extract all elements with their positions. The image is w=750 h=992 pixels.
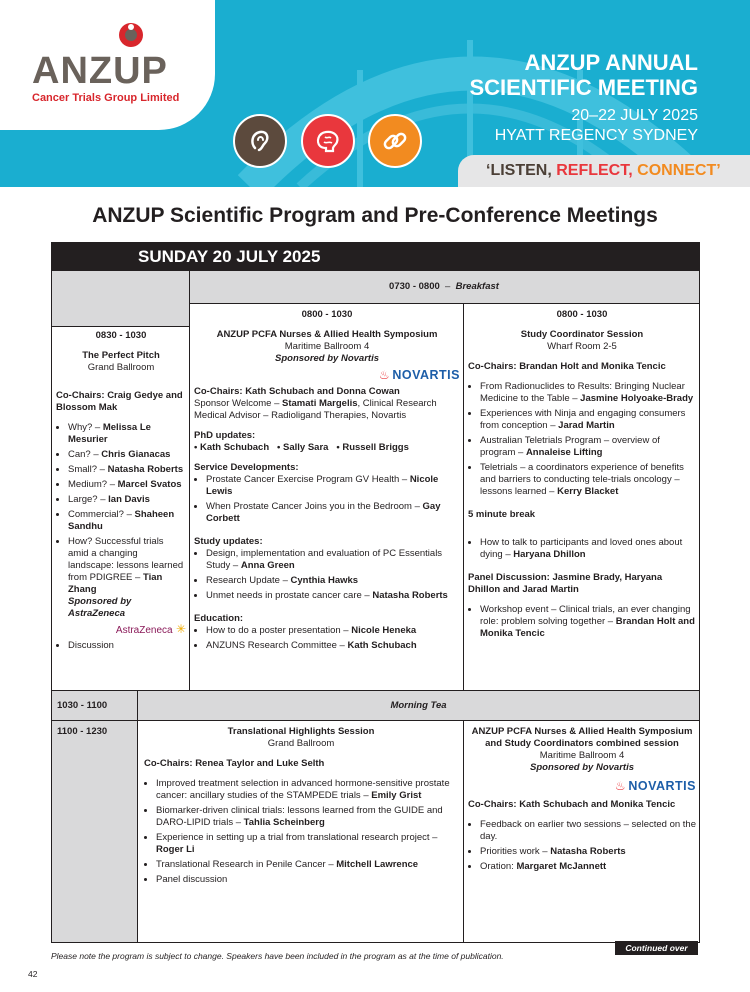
- session-chairs: Co-Chairs: Kath Schubach and Monika Tencic: [468, 799, 676, 810]
- session-room: Wharf Room 2-5: [547, 341, 617, 352]
- list-item: • Translational Research in Penile Cancer – Mitchell Lawrence: [156, 859, 458, 871]
- logo-card: [0, 0, 215, 130]
- study-heading: Study updates:: [194, 536, 263, 547]
- list-item: • Medium? – Marcel Svatos: [68, 479, 186, 491]
- list-item: • How to do a poster presentation – Nicole Heneka: [206, 625, 460, 637]
- list-item: • Biomarker-driven clinical trials: lessons learned from the GUIDE and DARO-LIPID trials – Tahlia Scheinberg: [156, 805, 458, 829]
- phd-speakers: • Kath Schubach • Sally Sara • Russell Briggs: [194, 442, 409, 453]
- session-room: Maritime Ballroom 4: [284, 341, 370, 352]
- logo-wordmark: ANZUP: [32, 50, 168, 92]
- program-table: [51, 242, 700, 943]
- novartis-logo: ♨ NOVARTIS: [378, 368, 460, 382]
- breakfast-row: 0730 - 0800 – Breakfast: [189, 271, 699, 303]
- list-item: • How to talk to participants and loved ones about dying – Haryana Dhillon: [480, 537, 696, 561]
- list-item: • Improved treatment selection in advanced hormone-sensitive prostate cancer: ancillary studies of the STAMPEDE trials – Emily Grist: [156, 778, 458, 802]
- session-room: Grand Ballroom: [87, 362, 155, 373]
- list-item: • Experiences with Ninja and engaging consumers from conception – Jarad Martin: [480, 408, 696, 432]
- tagline: ‘LISTEN, REFLECT, CONNECT’: [486, 162, 721, 179]
- education-heading: Education:: [194, 613, 244, 624]
- study-coordinator-session: [468, 309, 696, 643]
- sponsor-text: Sponsored by AstraZeneca: [68, 596, 132, 619]
- list-item: • Panel discussion: [156, 874, 458, 886]
- session-title: The Perfect Pitch: [82, 350, 160, 361]
- ear-icon: [233, 114, 287, 168]
- list-item: • Unmet needs in prostate cancer care – Natasha Roberts: [206, 590, 460, 602]
- session-title: Translational Highlights Session: [227, 726, 375, 737]
- list-item: • Oration: Margaret McJannett: [480, 861, 696, 873]
- session2-time: 1100 - 1230: [52, 721, 137, 942]
- session-room: Maritime Ballroom 4: [539, 750, 625, 761]
- session-chairs: Co-Chairs: Renea Taylor and Luke Selth: [144, 758, 325, 769]
- list-item: • Australian Teletrials Program – overview of program – Annaleise Lifting: [480, 435, 696, 459]
- list-item: • Why? – Melissa Le Mesurier: [68, 422, 186, 446]
- novartis-logo: ♨ NOVARTIS: [614, 779, 696, 793]
- page-number: 42: [28, 969, 38, 979]
- break-label: 5 minute break: [468, 509, 536, 520]
- phd-heading: PhD updates:: [194, 430, 256, 441]
- panel-discussion: Panel Discussion: Jasmine Brady, Haryana Dhillon and Jarad Martin: [468, 572, 663, 595]
- anzup-logo-icon: [118, 22, 144, 48]
- list-item: • Can? – Chris Gianacas: [68, 449, 186, 461]
- continued-over-label: Continued over: [615, 941, 698, 955]
- brain-icon: [301, 114, 355, 168]
- logo-subtitle: Cancer Trials Group Limited: [32, 92, 180, 104]
- speaker-list: [56, 422, 186, 652]
- list-item: • Commercial? – Shaheen Sandhu: [68, 509, 186, 533]
- day-header: SUNDAY 20 JULY 2025: [52, 242, 699, 271]
- footer-note: Please note the program is subject to change. Speakers have been included in the program as at the time of publication.: [51, 951, 504, 961]
- event-venue: HYATT REGENCY SYDNEY: [494, 127, 698, 144]
- list-item: • Large? – Ian Davis: [68, 494, 186, 506]
- nurses-symposium-session: [194, 309, 460, 655]
- session-chairs: Co-Chairs: Brandan Holt and Monika Tencic: [468, 361, 666, 372]
- list-item: • Research Update – Cynthia Hawks: [206, 575, 460, 587]
- tagline-bar: [458, 155, 750, 187]
- event-title: ANZUP ANNUAL SCIENTIFIC MEETING: [469, 50, 698, 100]
- chain-link-icon: [368, 114, 422, 168]
- session-room: Grand Ballroom: [267, 738, 335, 749]
- morning-tea-row: Morning Tea: [138, 691, 699, 720]
- session-time: 0800 - 1030: [556, 309, 608, 320]
- session-time: 0830 - 1030: [95, 330, 147, 341]
- combined-session: [468, 726, 696, 876]
- session-time: 0800 - 1030: [301, 309, 353, 320]
- list-item: • ANZUNS Research Committee – Kath Schubach: [206, 640, 460, 652]
- session-chairs: Co-Chairs: Kath Schubach and Donna Cowan: [194, 386, 400, 397]
- list-item: • From Radionuclides to Results: Bringing Nuclear Medicine to the Table – Jasmine Holyoake-Brady: [480, 381, 696, 405]
- session-chairs: Co-Chairs: Craig Gedye and Blossom Mak: [56, 390, 183, 413]
- event-date: 20–22 JULY 2025: [571, 107, 698, 124]
- sponsor-text: Sponsored by Novartis: [530, 762, 634, 773]
- event-banner: [0, 0, 750, 187]
- sponsor-text: Sponsored by Novartis: [275, 353, 379, 364]
- list-item: • Feedback on earlier two sessions – selected on the day.: [480, 819, 696, 843]
- list-item: • How? Successful trials amid a changing landscape: lessons learned from PDIGREE – Tian Zhang Sponsored by AstraZeneca AstraZeneca ✳: [68, 536, 186, 637]
- list-item: • Teletrials – a coordinators experience of benefits and barriers to conducting tele-trials oncology – lessons learned – Kerry Blacket: [480, 462, 696, 498]
- session-title: ANZUP PCFA Nurses & Allied Health Symposium and Study Coordinators combined session: [471, 726, 693, 749]
- session-title: Study Coordinator Session: [520, 329, 644, 340]
- list-item: • Prostate Cancer Exercise Program GV Health – Nicole Lewis: [206, 474, 460, 498]
- list-item: • Workshop event – Clinical trials, an ever changing role: problem solving together – Brandan Holt and Monika Tencic: [480, 604, 696, 640]
- event-date-venue: [398, 106, 698, 146]
- astrazeneca-logo: AstraZeneca ✳: [115, 622, 186, 636]
- service-heading: Service Developments:: [194, 462, 299, 473]
- list-item: • Experience in setting up a trial from translational research project – Roger Li: [156, 832, 458, 856]
- page-title: ANZUP Scientific Program and Pre-Conference Meetings: [92, 204, 658, 227]
- perfect-pitch-session: [56, 330, 186, 655]
- list-item: • Small? – Natasha Roberts: [68, 464, 186, 476]
- sponsor-welcome: Sponsor Welcome – Stamati Margelis, Clinical Research Medical Advisor – Radioligand Therapies, Novartis: [194, 398, 437, 421]
- list-item: • Design, implementation and evaluation of PC Essentials Study – Anna Green: [206, 548, 460, 572]
- session-title: ANZUP PCFA Nurses & Allied Health Symposium: [216, 329, 438, 340]
- blank-cell: [52, 271, 189, 326]
- translational-session: [144, 726, 458, 889]
- list-item: • Priorities work – Natasha Roberts: [480, 846, 696, 858]
- list-item: • Discussion: [68, 640, 186, 652]
- list-item: • When Prostate Cancer Joins you in the Bedroom – Gay Corbett: [206, 501, 460, 525]
- tea-time: 1030 - 1100: [52, 691, 137, 720]
